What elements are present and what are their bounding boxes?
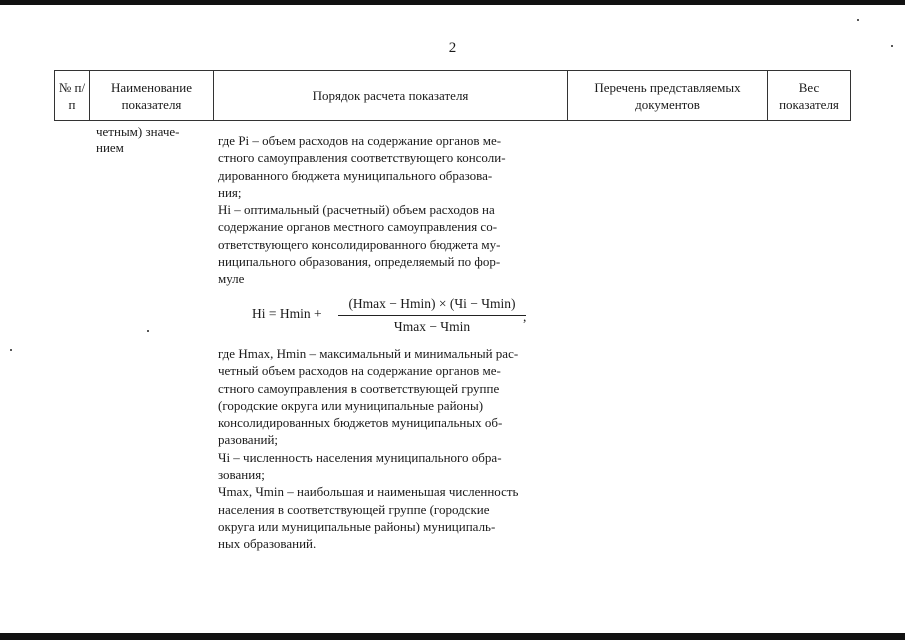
- header-col-weight: Вес показателя: [768, 71, 851, 121]
- indicator-name-text: четным) значе- нием: [96, 124, 180, 155]
- table-header: [54, 70, 851, 121]
- formula-comma: ,: [523, 309, 527, 324]
- scan-speck: [10, 349, 12, 351]
- scan-speck: [857, 19, 859, 21]
- calculation-text-bottom: [218, 345, 563, 553]
- fraction-line: [338, 315, 526, 316]
- paragraph-hi: Hi – оптимальный (расчетный) объем расходов на содержание органов местного самоуправления со- ответствующего консолидированного бюджета му- ниципального образования, определяемый по фор- муле: [218, 202, 501, 287]
- paragraph-chmax-chmin: Чmax, Чmin – наибольшая и наименьшая численность населения в соответствующей группе (городские округа или муниципальные районы) муниципаль- ных образований.: [218, 484, 519, 552]
- header-col-number: № п/п: [55, 71, 90, 121]
- formula-lhs: Hi = Hmin +: [252, 306, 322, 321]
- header-col-documents: Перечень представляемых документов: [568, 71, 768, 121]
- formula-numerator: (Hmax − Hmin) × (Чi − Чmin): [348, 296, 516, 311]
- formula: [252, 295, 542, 340]
- header-col-calculation: Порядок расчета показателя: [214, 71, 568, 121]
- formula-denominator: Чmax − Чmin: [393, 319, 471, 334]
- scan-bottom-border: [0, 633, 905, 640]
- paragraph-pi: где Pi – объем расходов на содержание органов ме- стного самоуправления соответствующего консоли- дированного бюджета муниципального образова- ния;: [218, 133, 506, 200]
- paragraph-chi: Чi – численность населения муниципального обра- зования;: [218, 449, 502, 483]
- scan-top-border: [0, 0, 905, 5]
- indicator-name-continuation: [96, 124, 206, 156]
- header-col-indicator-name: Наименование показателя: [90, 71, 214, 121]
- page-number: 2: [448, 40, 457, 56]
- paragraph-hmax-hmin: где Hmax, Hmin – максимальный и минимальный рас- четный объем расходов на содержание органов ме- стного самоуправления в соответствующей группе (городские округа или муниципальные районы) консолидированных бюджетов муниципальных об- разований;: [218, 346, 519, 448]
- calculation-text-top: [218, 132, 563, 288]
- formula-fraction: [338, 295, 526, 336]
- scan-speck: [147, 330, 149, 332]
